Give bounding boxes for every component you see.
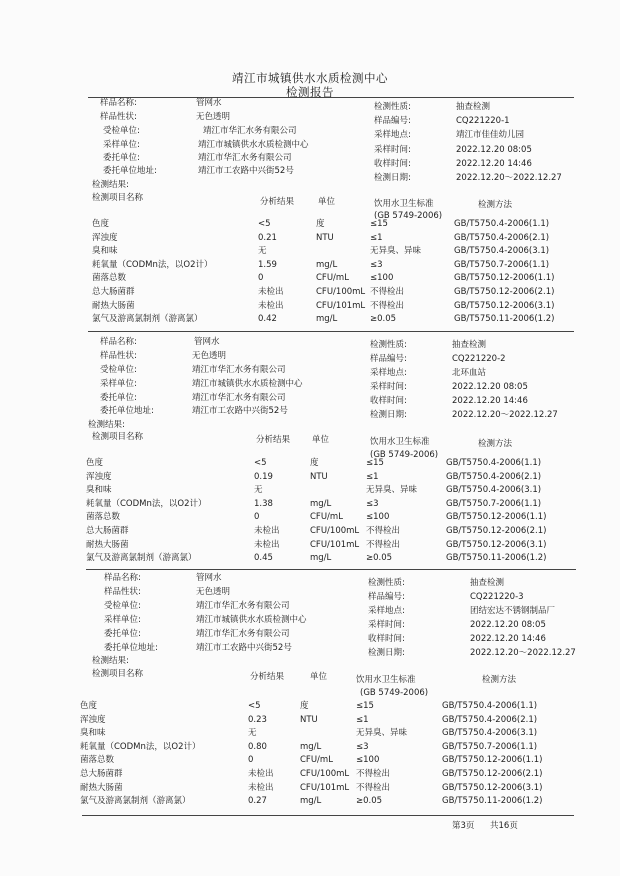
label-sampling-location: 采样地点: (370, 368, 407, 378)
col-result-header: 分析结果 (260, 197, 295, 207)
row-method: GB/T5750.12-2006(2.1) (442, 769, 543, 779)
bottom-rule (82, 815, 574, 816)
value-sampling-time: 2022.12.20 08:05 (456, 145, 532, 155)
row-unit: CFU/mL (300, 755, 333, 766)
label-test-nature: 检测性质: (370, 340, 407, 350)
row-method: GB/T5750.4-2006(3.1) (442, 728, 538, 739)
col-method-header: 检测方法 (478, 200, 513, 210)
value-client-unit: 靖江市华汇水务有限公司 (192, 393, 286, 403)
label-client-unit: 委托单位: (103, 153, 140, 163)
row-standard-limit: ≤15 (370, 219, 388, 229)
row-item-name: 色度 (80, 701, 98, 711)
row-result: 0.80 (248, 741, 267, 752)
label-test-date: 检测日期: (368, 648, 405, 658)
value-client-address: 靖江市工农路中兴街52号 (196, 643, 292, 653)
row-standard-limit: 不得检出 (366, 526, 401, 536)
row-method: GB/T5750.11-2006(1.2) (454, 314, 555, 325)
row-standard-limit: 不得检出 (356, 782, 391, 793)
row-method: GB/T5750.12-2006(1.1) (446, 512, 547, 523)
label-entrusted-unit: 受检单位: (104, 601, 141, 611)
row-result: 0.45 (254, 553, 273, 564)
row-result: 1.38 (254, 498, 273, 509)
value-receiving-time: 2022.12.20 14:46 (452, 396, 528, 406)
value-test-date: 2022.12.20～2022.12.27 (456, 173, 562, 183)
row-unit: mg/L (300, 796, 322, 807)
label-client-address: 委托单位地址: (100, 406, 154, 416)
row-result: 1.59 (258, 259, 277, 270)
label-receiving-time: 收样时间: (368, 634, 405, 644)
row-method: GB/T5750.12-2006(2.1) (454, 287, 555, 297)
value-sample-name: 管网水 (194, 337, 220, 347)
col-method-header: 检测方法 (482, 675, 517, 685)
row-unit: mg/L (316, 314, 338, 325)
row-item-name: 耐热大肠菌 (92, 300, 135, 311)
row-result: 未检出 (258, 300, 284, 311)
row-item-name: 总大肠菌群 (92, 287, 135, 297)
col-item-header: 检测项目名称 (92, 669, 144, 679)
row-result: 0.19 (254, 471, 273, 482)
row-result: <5 (248, 701, 261, 711)
row-unit: mg/L (310, 553, 332, 564)
row-item-name: 色度 (92, 219, 110, 229)
label-sampling-time: 采样时间: (370, 382, 407, 392)
row-item-name: 氯气及游离氯制剂（游离氯） (92, 314, 203, 325)
row-item-name: 耗氧量（CODMn法，以O2计） (92, 259, 213, 270)
row-item-name: 氯气及游离氯制剂（游离氯） (80, 796, 191, 807)
row-unit: CFU/101mL (316, 300, 366, 311)
value-test-nature: 抽查检测 (470, 578, 505, 588)
label-entrusted-unit: 受检单位: (103, 126, 140, 136)
value-entrusted-unit: 靖江市华汇水务有限公司 (203, 126, 297, 136)
label-sampling-location: 采样地点: (368, 606, 405, 616)
page-total: 共16页 (490, 821, 518, 831)
row-unit: CFU/mL (316, 273, 349, 284)
row-method: GB/T5750.12-2006(1.1) (454, 273, 555, 284)
row-method: GB/T5750.12-2006(3.1) (454, 300, 555, 311)
label-sample-name: 样品名称: (104, 573, 141, 583)
row-result: 0.42 (258, 314, 277, 325)
row-result: 0 (248, 755, 254, 766)
row-unit: NTU (316, 232, 334, 243)
row-method: GB/T5750.4-2006(1.1) (454, 219, 550, 229)
label-sampling-time: 采样时间: (374, 145, 411, 155)
row-item-name: 浑浊度 (80, 714, 106, 725)
row-method: GB/T5750.4-2006(2.1) (454, 232, 550, 243)
block-divider-2 (86, 569, 576, 570)
row-item-name: 浑浊度 (92, 232, 118, 243)
label-results: 检测结果: (92, 180, 129, 190)
row-method: GB/T5750.11-2006(1.2) (442, 796, 543, 807)
report-title: 检测报告 (286, 85, 334, 99)
col-standard-header: 饮用水卫生标准 (356, 675, 416, 685)
row-standard-limit: ≤1 (356, 714, 369, 725)
row-item-name: 耐热大肠菌 (80, 782, 123, 793)
value-sampling-time: 2022.12.20 08:05 (452, 382, 528, 392)
label-sample-character: 样品性状: (104, 587, 141, 597)
value-receiving-time: 2022.12.20 14:46 (470, 634, 546, 644)
label-results: 检测结果: (88, 420, 125, 430)
block-divider-1 (88, 331, 574, 332)
row-result: 0.23 (248, 714, 267, 725)
row-item-name: 耗氧量（CODMn法，以O2计） (86, 498, 207, 509)
col-unit-header: 单位 (312, 435, 330, 445)
col-result-header: 分析结果 (256, 435, 291, 445)
page-number: 第3页 (452, 821, 475, 831)
row-result: 0 (258, 273, 264, 284)
col-standard-code: (GB 5749-2006) (360, 688, 429, 698)
row-unit: 度 (316, 219, 325, 229)
row-result: 无 (258, 246, 267, 257)
row-standard-limit: ≥0.05 (356, 796, 383, 807)
row-method: GB/T5750.4-2006(3.1) (454, 246, 550, 257)
value-entrusted-unit: 靖江市华汇水务有限公司 (196, 601, 290, 611)
value-sampling-unit: 靖江市城镇供水水质检测中心 (196, 615, 307, 625)
value-client-address: 靖江市工农路中兴街52号 (192, 406, 288, 416)
row-method: GB/T5750.4-2006(2.1) (442, 714, 538, 725)
row-method: GB/T5750.12-2006(1.1) (442, 755, 543, 766)
label-sample-name: 样品名称: (100, 98, 137, 108)
row-standard-limit: 不得检出 (370, 287, 405, 297)
label-sample-name: 样品名称: (100, 337, 137, 347)
value-sampling-unit: 靖江市城镇供水水质检测中心 (198, 140, 309, 150)
label-sample-character: 样品性状: (100, 112, 137, 122)
col-standard-header: 饮用水卫生标准 (374, 199, 434, 209)
label-test-date: 检测日期: (370, 410, 407, 420)
row-result: 未检出 (248, 769, 274, 779)
row-standard-limit: ≤1 (370, 232, 383, 243)
row-result: 0 (254, 512, 260, 523)
top-rule (88, 97, 574, 98)
label-sampling-unit: 采样单位: (104, 615, 141, 625)
label-test-date: 检测日期: (374, 173, 411, 183)
row-item-name: 臭和味 (92, 246, 118, 257)
row-method: GB/T5750.4-2006(3.1) (446, 485, 542, 496)
col-item-header: 检测项目名称 (92, 193, 144, 203)
row-unit: 度 (310, 458, 319, 468)
col-standard-header: 饮用水卫生标准 (370, 437, 430, 447)
label-test-nature: 检测性质: (368, 578, 405, 588)
report-org-title: 靖江市城镇供水水质检测中心 (232, 71, 388, 85)
row-unit: NTU (310, 471, 328, 482)
label-receiving-time: 收样时间: (370, 396, 407, 406)
row-method: GB/T5750.4-2006(2.1) (446, 471, 542, 482)
label-client-address: 委托单位地址: (103, 166, 157, 176)
row-unit: CFU/100mL (300, 769, 350, 779)
value-sampling-location: 靖江市佳佳幼儿园 (456, 130, 525, 140)
row-result: 未检出 (254, 539, 280, 550)
value-sample-character: 无色透明 (196, 112, 231, 122)
value-sample-character: 无色透明 (196, 587, 231, 597)
value-test-date: 2022.12.20～2022.12.27 (452, 410, 558, 420)
row-method: GB/T5750.12-2006(3.1) (446, 539, 547, 550)
label-test-nature: 检测性质: (374, 102, 411, 112)
row-result: <5 (258, 219, 271, 229)
label-client-address: 委托单位地址: (104, 643, 158, 653)
row-result: 无 (248, 728, 257, 739)
value-sampling-unit: 靖江市城镇供水水质检测中心 (192, 379, 303, 389)
label-sample-number: 样品编号: (370, 354, 407, 364)
row-result: <5 (254, 458, 267, 468)
row-method: GB/T5750.11-2006(1.2) (446, 553, 547, 564)
row-item-name: 耗氧量（CODMn法，以O2计） (80, 741, 201, 752)
row-item-name: 浑浊度 (86, 471, 112, 482)
row-unit: mg/L (310, 498, 332, 509)
label-sampling-unit: 采样单位: (103, 140, 140, 150)
row-standard-limit: 无异臭、异味 (366, 485, 418, 496)
label-sample-number: 样品编号: (368, 592, 405, 602)
row-method: GB/T5750.4-2006(1.1) (446, 458, 542, 468)
row-unit: 度 (300, 701, 309, 711)
row-unit: mg/L (316, 259, 338, 270)
value-receiving-time: 2022.12.20 14:46 (456, 159, 532, 169)
col-standard-code: (GB 5749-2006) (370, 450, 439, 460)
row-item-name: 氯气及游离氯制剂（游离氯） (86, 553, 197, 564)
row-method: GB/T5750.7-2006(1.1) (442, 741, 538, 752)
row-method: GB/T5750.4-2006(1.1) (442, 701, 538, 711)
row-item-name: 耐热大肠菌 (86, 539, 129, 550)
row-standard-limit: ≤100 (366, 512, 390, 523)
label-sampling-location: 采样地点: (374, 130, 411, 140)
row-item-name: 总大肠菌群 (86, 526, 129, 536)
row-unit: CFU/mL (310, 512, 343, 523)
row-result: 0.21 (258, 232, 277, 243)
value-client-address: 靖江市工农路中兴街52号 (198, 166, 294, 176)
row-method: GB/T5750.12-2006(3.1) (442, 782, 543, 793)
value-sample-name: 管网水 (196, 98, 222, 108)
row-standard-limit: 不得检出 (366, 539, 401, 550)
value-sampling-time: 2022.12.20 08:05 (470, 620, 546, 630)
row-unit: mg/L (300, 741, 322, 752)
row-result: 未检出 (254, 526, 280, 536)
row-method: GB/T5750.12-2006(2.1) (446, 526, 547, 536)
col-method-header: 检测方法 (478, 439, 513, 449)
row-unit: CFU/101mL (300, 782, 350, 793)
row-unit: CFU/100mL (316, 287, 366, 297)
label-sample-character: 样品性状: (100, 351, 137, 361)
label-client-unit: 委托单位: (104, 629, 141, 639)
row-item-name: 臭和味 (86, 485, 112, 496)
row-standard-limit: ≤1 (366, 471, 379, 482)
col-result-header: 分析结果 (250, 672, 285, 682)
label-client-unit: 委托单位: (100, 393, 137, 403)
row-unit: CFU/100mL (310, 526, 360, 536)
label-sample-number: 样品编号: (374, 116, 411, 126)
label-receiving-time: 收样时间: (374, 159, 411, 169)
value-sample-number: CQ221220-1 (456, 116, 510, 126)
value-test-nature: 抽查检测 (456, 102, 491, 112)
row-method: GB/T5750.7-2006(1.1) (454, 259, 550, 270)
row-item-name: 菌落总数 (92, 273, 127, 284)
value-client-unit: 靖江市华汇水务有限公司 (196, 629, 290, 639)
value-sample-character: 无色透明 (192, 351, 227, 361)
value-sample-name: 管网水 (196, 573, 222, 583)
value-entrusted-unit: 靖江市华汇水务有限公司 (192, 365, 286, 375)
row-item-name: 臭和味 (80, 728, 106, 739)
value-sampling-location: 团结宏达不锈钢制品厂 (470, 606, 556, 616)
row-standard-limit: 无异臭、异味 (370, 246, 422, 257)
row-standard-limit: ≥0.05 (370, 314, 397, 325)
col-unit-header: 单位 (318, 197, 336, 207)
row-result: 无 (254, 485, 263, 496)
row-standard-limit: ≤100 (356, 755, 380, 766)
row-result: 未检出 (248, 782, 274, 793)
row-item-name: 菌落总数 (80, 755, 115, 766)
value-client-unit: 靖江市华汇水务有限公司 (198, 153, 292, 163)
row-standard-limit: ≥0.05 (366, 553, 393, 564)
row-standard-limit: 不得检出 (370, 300, 405, 311)
row-standard-limit: ≤3 (366, 498, 379, 509)
value-sampling-location: 北环血站 (452, 368, 487, 378)
label-results: 检测结果: (92, 656, 129, 666)
row-item-name: 总大肠菌群 (80, 769, 123, 779)
label-sampling-unit: 采样单位: (100, 379, 137, 389)
col-standard-code: (GB 5749-2006) (374, 211, 443, 221)
label-entrusted-unit: 受检单位: (100, 365, 137, 375)
value-sample-number: CQ221220-3 (470, 592, 524, 602)
row-result: 未检出 (258, 287, 284, 297)
row-item-name: 菌落总数 (86, 512, 121, 523)
value-sample-number: CQ221220-2 (452, 354, 506, 364)
value-test-date: 2022.12.20～2022.12.27 (470, 648, 576, 658)
row-standard-limit: ≤15 (356, 701, 374, 711)
label-sampling-time: 采样时间: (368, 620, 405, 630)
row-standard-limit: 不得检出 (356, 769, 391, 779)
row-standard-limit: ≤3 (370, 259, 383, 270)
col-unit-header: 单位 (310, 672, 328, 682)
value-test-nature: 抽查检测 (452, 340, 487, 350)
row-standard-limit: ≤15 (366, 458, 384, 468)
row-unit: CFU/101mL (310, 539, 360, 550)
col-item-header: 检测项目名称 (92, 432, 144, 442)
row-unit: NTU (300, 714, 318, 725)
row-method: GB/T5750.7-2006(1.1) (446, 498, 542, 509)
row-standard-limit: ≤3 (356, 741, 369, 752)
row-standard-limit: ≤100 (370, 273, 394, 284)
row-standard-limit: 无异臭、异味 (356, 728, 408, 739)
row-result: 0.27 (248, 796, 267, 807)
row-item-name: 色度 (86, 458, 104, 468)
